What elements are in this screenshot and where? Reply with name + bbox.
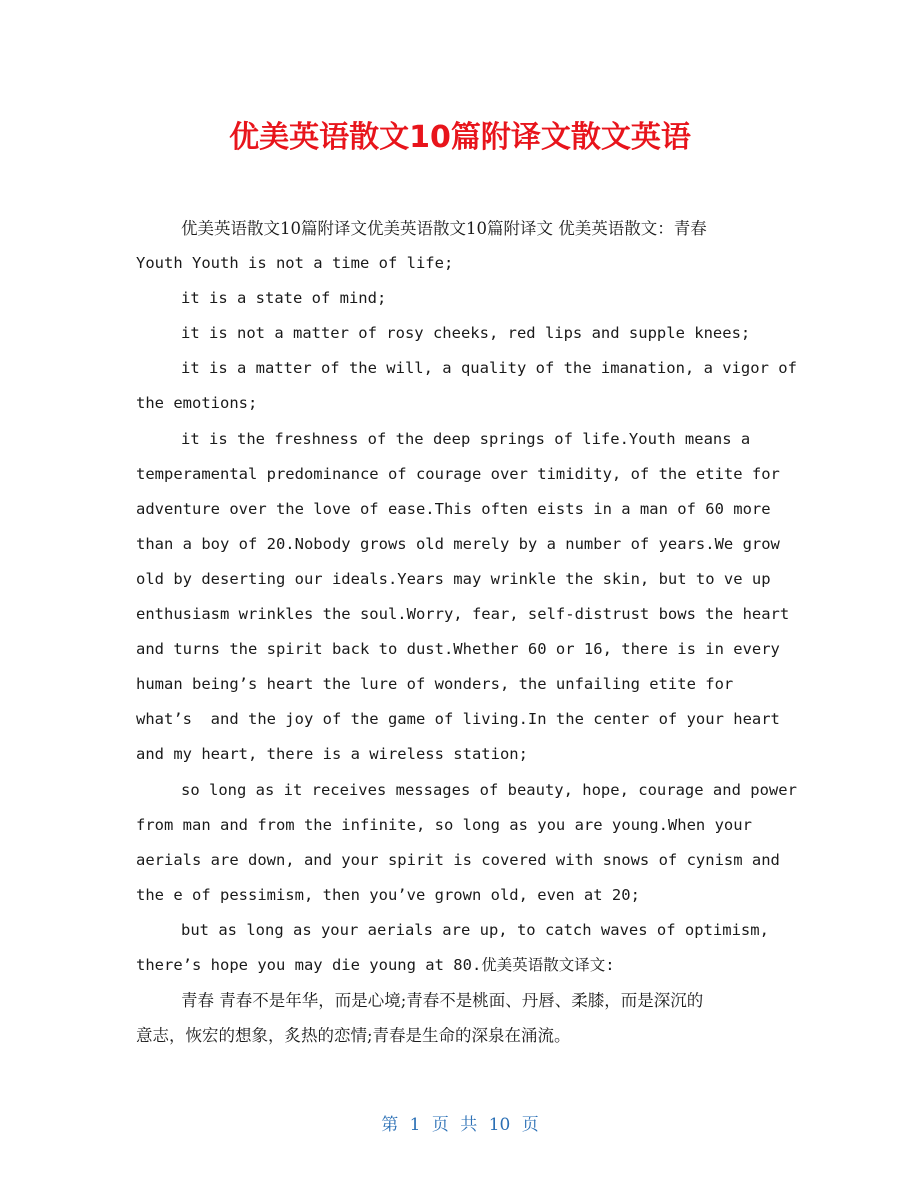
body-line: human being’s heart the lure of wonders, the unfailing etite for xyxy=(136,675,734,694)
body-line: adventure over the love of ease.This often eists in a man of 60 more xyxy=(136,499,771,518)
body-line: and turns the spirit back to dust.Whether 60 or 16, there is in every xyxy=(136,640,780,659)
body-line: and my heart, there is a wireless station; xyxy=(136,745,528,764)
body-line: old by deserting our ideals.Years may wrinkle the skin, but to ve up xyxy=(136,569,771,588)
body-line: but as long as your aerials are up, to catch waves of optimism, xyxy=(181,920,769,939)
page-number-footer: 第 1 页 共 10 页 xyxy=(381,1115,539,1135)
body-line: than a boy of 20.Nobody grows old merely by a number of years.We grow xyxy=(136,534,780,553)
body-line: 优美英语散文10篇附译文优美英语散文10篇附译文 优美英语散文：青春 xyxy=(181,219,707,238)
document-body xyxy=(136,211,797,1053)
body-line: what’s and the joy of the game of living.In the center of your heart xyxy=(136,710,780,729)
body-line: enthusiasm wrinkles the soul.Worry, fear, self-distrust bows the heart xyxy=(136,605,790,624)
body-line: there’s hope you may die young at 80.优美英语散文译文: xyxy=(136,955,615,974)
body-line: it is a matter of the will, a quality of the imanation, a vigor of xyxy=(181,359,797,378)
body-line: Youth Youth is not a time of life; xyxy=(136,254,454,273)
body-line: it is the freshness of the deep springs of life.Youth means a xyxy=(181,429,751,448)
body-line: the emotions; xyxy=(136,394,258,413)
body-line: 意志，恢宏的想象，炙热的恋情;青春是生命的深泉在涌流。 xyxy=(136,1026,571,1046)
body-line: it is a state of mind; xyxy=(181,289,387,308)
body-line: the e of pessimism, then you’ve grown old, even at 20; xyxy=(136,885,640,904)
body-line: it is not a matter of rosy cheeks, red lips and supple knees; xyxy=(181,324,751,343)
body-line: aerials are down, and your spirit is covered with snows of cynism and xyxy=(136,850,780,869)
document-title: 优美英语散文10篇附译文散文英语 xyxy=(229,120,691,155)
body-line: 青春 青春不是年华，而是心境;青春不是桃面、丹唇、柔膝，而是深沉的 xyxy=(181,991,704,1011)
body-line: from man and from the infinite, so long as you are young.When your xyxy=(136,815,752,834)
body-line: temperamental predominance of courage over timidity, of the etite for xyxy=(136,464,780,483)
body-line: so long as it receives messages of beauty, hope, courage and power xyxy=(181,780,797,799)
